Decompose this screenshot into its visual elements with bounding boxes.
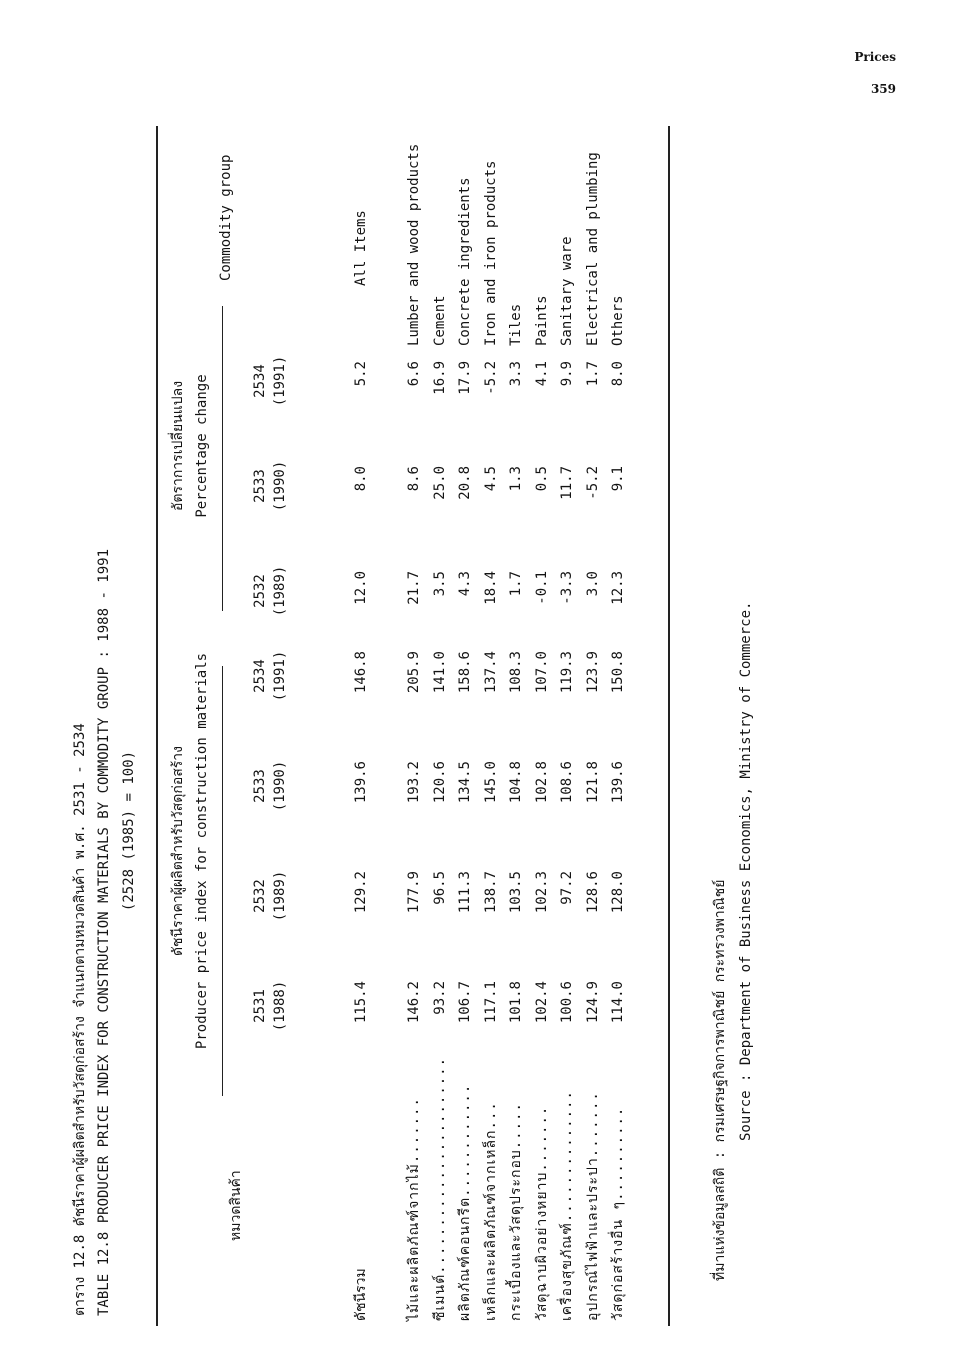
pct-year-ce: (1989)	[272, 565, 288, 617]
row-ppi-value: 141.0	[431, 651, 448, 694]
pct-year-be: 2534	[252, 364, 268, 398]
table-base-year: (2528 (1985) = 100)	[121, 750, 137, 912]
row-ppi-value: 121.8	[584, 761, 601, 804]
row-pct-value: 1.7	[584, 361, 601, 387]
row-english-label: Concrete ingredients	[457, 177, 473, 346]
header-commodity-thai: หมวดสินค้า	[228, 1170, 244, 1241]
row-english-label: Tiles	[508, 303, 524, 346]
row-ppi-value: 107.0	[533, 651, 550, 694]
ppi-year-ce: (1991)	[272, 650, 288, 702]
source-english: Source : Department of Business Economics, Ministry of Commerce.	[738, 601, 754, 1141]
row-ppi-value: 108.6	[559, 761, 575, 804]
row-pct-value: 4.1	[533, 361, 550, 387]
row-ppi-value: 128.6	[584, 871, 601, 914]
total-ppi-value: 129.2	[353, 871, 369, 914]
ppi-year-be: 2533	[252, 769, 268, 803]
row-ppi-value: 137.4	[482, 651, 499, 694]
pct-year-ce: (1990)	[272, 460, 288, 512]
pct-year-be: 2533	[252, 469, 268, 503]
ppi-year-be: 2532	[252, 879, 268, 913]
row-pct-value: 6.6	[406, 361, 422, 387]
row-english-label: Cement	[431, 295, 448, 346]
row-ppi-value: 104.8	[508, 761, 524, 804]
pct-year-be: 2532	[252, 574, 268, 608]
header-pct-rule	[222, 306, 223, 611]
row-ppi-value: 205.9	[406, 651, 422, 694]
row-ppi-value: 193.2	[406, 761, 422, 804]
row-pct-value: 21.7	[406, 571, 422, 605]
row-ppi-value: 97.2	[559, 871, 575, 905]
row-ppi-value: 128.0	[610, 871, 626, 914]
row-pct-value: 9.1	[610, 466, 626, 492]
row-ppi-value: 120.6	[431, 761, 448, 804]
row-ppi-value: 124.9	[584, 981, 601, 1024]
row-ppi-value: 150.8	[610, 651, 626, 694]
row-thai-label: วัสดุฉาบผิวอย่างหยาบ.......	[533, 1105, 550, 1321]
row-ppi-value: 108.3	[508, 651, 524, 694]
header-ppi-thai: ดัชนีราคาผู้ผลิตสำหรับวัสดุก่อสร้าง	[170, 745, 186, 957]
table-title-english: TABLE 12.8 PRODUCER PRICE INDEX FOR CONSTRUCTION MATERIALS BY COMMODITY GROUP : 1988 - 1991	[96, 548, 112, 1316]
table-bottom-border	[668, 126, 670, 1326]
row-thai-label: เครื่องสุขภัณฑ์..............	[559, 1090, 575, 1321]
row-ppi-value: 123.9	[584, 651, 601, 694]
ppi-year-ce: (1988)	[272, 980, 288, 1032]
row-pct-value: -5.2	[584, 466, 601, 500]
row-pct-value: 3.0	[584, 571, 601, 597]
row-thai-label: อุปกรณ์ไฟฟ้าและประปา.......	[584, 1091, 601, 1321]
total-row-english-label: All Items	[353, 210, 369, 286]
row-thai-label: ไม้และผลิตภัณฑ์จากไม้.......	[406, 1097, 422, 1321]
row-thai-label: วัสดุก่อสร้างอื่น ๆ..........	[610, 1106, 626, 1321]
row-pct-value: 18.4	[482, 571, 499, 605]
row-pct-value: 16.9	[431, 361, 448, 395]
row-ppi-value: 114.0	[610, 981, 626, 1024]
row-pct-value: 11.7	[559, 466, 575, 500]
row-ppi-value: 106.7	[457, 981, 473, 1024]
table-top-border	[156, 126, 158, 1326]
row-english-label: Paints	[533, 295, 550, 346]
header-ppi-rule	[222, 666, 223, 1096]
ppi-year-be: 2531	[252, 989, 268, 1023]
row-ppi-value: 101.8	[508, 981, 524, 1024]
row-pct-value: 12.3	[610, 571, 626, 605]
row-pct-value: 20.8	[457, 466, 473, 500]
row-ppi-value: 111.3	[457, 871, 473, 914]
row-pct-value: 0.5	[533, 466, 550, 492]
total-pct-value: 8.0	[353, 466, 369, 492]
row-ppi-value: 146.2	[406, 981, 422, 1024]
row-pct-value: -0.1	[533, 571, 550, 605]
row-english-label: Sanitary ware	[559, 236, 575, 346]
header-ppi-english: Producer price index for construction materials	[194, 652, 210, 1050]
row-ppi-value: 119.3	[559, 651, 575, 694]
row-english-label: Lumber and wood products	[406, 143, 422, 346]
row-pct-value: 17.9	[457, 361, 473, 395]
ppi-year-ce: (1990)	[272, 760, 288, 812]
row-pct-value: 8.0	[610, 361, 626, 387]
row-ppi-value: 100.6	[559, 981, 575, 1024]
source-thai: ที่มาแห่งข้อมูลสถิติ : กรมเศรษฐกิจการพาณิชย์ กระทรวงพาณิชย์	[712, 879, 728, 1281]
row-ppi-value: 93.2	[431, 981, 448, 1015]
total-row-thai-label: ดัชนีรวม	[353, 1268, 369, 1321]
total-ppi-value: 139.6	[353, 761, 369, 804]
row-ppi-value: 145.0	[482, 761, 499, 804]
row-pct-value: 3.5	[431, 571, 448, 597]
page-section-label: Prices	[854, 50, 896, 64]
total-ppi-value: 115.4	[353, 981, 369, 1024]
row-pct-value: 4.5	[482, 466, 499, 492]
row-pct-value: 3.3	[508, 361, 524, 387]
row-thai-label: ซีเมนต์.......................	[431, 1056, 448, 1321]
row-ppi-value: 103.5	[508, 871, 524, 914]
total-pct-value: 5.2	[353, 361, 369, 387]
row-ppi-value: 177.9	[406, 871, 422, 914]
ppi-year-ce: (1989)	[272, 870, 288, 922]
header-pct-thai: อัตราการเปลี่ยนแปลง	[170, 380, 186, 512]
row-english-label: Iron and iron products	[482, 160, 499, 346]
row-ppi-value: 102.4	[533, 981, 550, 1024]
row-thai-label: เหล็กและผลิตภัณฑ์จากเหล็ก...	[482, 1101, 499, 1321]
total-ppi-value: 146.8	[353, 651, 369, 694]
row-pct-value: 1.7	[508, 571, 524, 597]
row-pct-value: 9.9	[559, 361, 575, 387]
row-pct-value: 4.3	[457, 571, 473, 597]
ppi-year-be: 2534	[252, 659, 268, 693]
pct-year-ce: (1991)	[272, 355, 288, 407]
row-ppi-value: 102.8	[533, 761, 550, 804]
table-title-thai: ตาราง 12.8 ดัชนีราคาผู้ผลิตสำหรับวัสดุก่อสร้าง จำแนกตามหมวดสินค้า พ.ศ. 2531 - 2534	[72, 723, 88, 1316]
row-ppi-value: 134.5	[457, 761, 473, 804]
row-thai-label: ผลิตภัณฑ์คอนกรีต............	[457, 1083, 473, 1321]
row-pct-value: -3.3	[559, 571, 575, 605]
header-commodity-english: Commodity group	[218, 154, 234, 281]
row-pct-value: 25.0	[431, 466, 448, 500]
row-ppi-value: 138.7	[482, 871, 499, 914]
row-pct-value: 8.6	[406, 466, 422, 492]
page-number: 359	[870, 82, 896, 96]
row-english-label: Others	[610, 295, 626, 346]
row-pct-value: -5.2	[482, 361, 499, 395]
row-ppi-value: 102.3	[533, 871, 550, 914]
row-ppi-value: 117.1	[482, 981, 499, 1024]
row-ppi-value: 139.6	[610, 761, 626, 804]
row-english-label: Electrical and plumbing	[584, 152, 601, 346]
row-thai-label: กระเบื้องและวัสดุประกอบ.....	[508, 1102, 524, 1321]
row-ppi-value: 158.6	[457, 651, 473, 694]
header-pct-english: Percentage change	[194, 374, 210, 518]
row-ppi-value: 96.5	[431, 871, 448, 905]
row-pct-value: 1.3	[508, 466, 524, 492]
total-pct-value: 12.0	[353, 571, 369, 605]
